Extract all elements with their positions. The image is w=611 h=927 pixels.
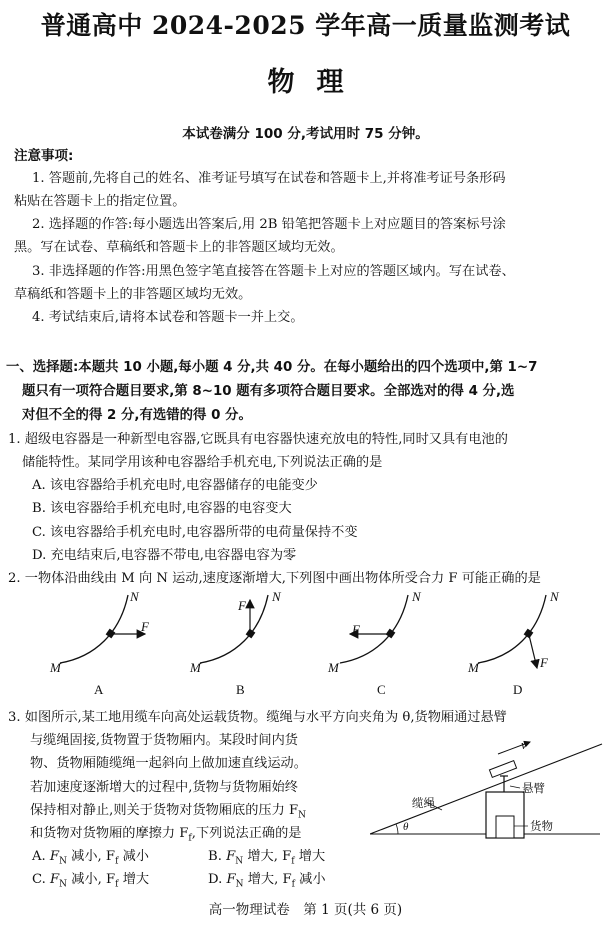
section-line: 对但不全的得 2 分,有选错的得 0 分。 bbox=[22, 408, 252, 423]
note-line: 1. 答题前,先将自己的姓名、准考证号填写在试卷和答题卡上,并将准考证号条形码 bbox=[32, 171, 506, 186]
exam-title: 普通高中 2024-2025 学年高一质量监测考试 bbox=[40, 11, 571, 40]
label-arm: 悬臂 bbox=[522, 781, 545, 795]
label-f-c: F bbox=[352, 622, 360, 637]
label-f-d: F bbox=[540, 655, 548, 670]
figure-c bbox=[340, 595, 408, 663]
q1-option-d: D. 充电结束后,电容器不带电,电容器电容为零 bbox=[32, 548, 297, 563]
q1-option-c: C. 该电容器给手机充电时,电容器所带的电荷量保持不变 bbox=[32, 525, 358, 540]
q3-option-d: D. $F_N$ 增大, $F_f$ 减小 bbox=[208, 872, 326, 890]
page-footer: 高一物理试卷 第 1 页(共 6 页) bbox=[208, 902, 403, 918]
label-n-b: N bbox=[272, 589, 281, 604]
q2-stem: 2. 一物体沿曲线由 M 向 N 运动,速度逐渐增大,下列图中画出物体所受合力 F 可能正确的是 bbox=[8, 571, 541, 586]
q3-option-a: A. $F_N$ 减小, $F_f$ 减小 bbox=[32, 849, 149, 867]
figure-b bbox=[200, 595, 268, 663]
note-line: 黑。写在试卷、草稿纸和答题卡上的非答题区域均无效。 bbox=[14, 240, 344, 255]
q3-stem: 和货物对货物厢的摩擦力 $F_f$,下列说法正确的是 bbox=[30, 826, 302, 844]
label-f-b: F bbox=[238, 598, 246, 613]
q1-stem: 1. 超级电容器是一种新型电容器,它既具有电容器快速充放电的特性,同时又具有电池的 bbox=[8, 432, 508, 447]
q3-option-c: C. $F_N$ 减小, $F_f$ 增大 bbox=[32, 872, 150, 890]
label-m-d: M bbox=[468, 660, 479, 675]
section-line: 题只有一项符合题目要求,第 8~10 题有多项符合题目要求。全部选对的得 4 分,选 bbox=[22, 384, 515, 399]
score-line: 本试卷满分 100 分,考试用时 75 分钟。 bbox=[182, 126, 429, 142]
figure-d bbox=[478, 595, 546, 668]
q3-stem: 3. 如图所示,某工地用缆车向高处运载货物。缆绳与水平方向夹角为 θ,货物厢通过悬臂 bbox=[8, 710, 507, 725]
note-line: 草稿纸和答题卡上的非答题区域均无效。 bbox=[14, 287, 252, 302]
note-line: 粘贴在答题卡上的指定位置。 bbox=[14, 194, 186, 209]
subject-title: 物理 bbox=[267, 67, 366, 98]
q1-stem: 储能特性。某同学用该种电容器给手机充电,下列说法正确的是 bbox=[22, 455, 383, 470]
label-rope: 缆绳 bbox=[412, 796, 435, 810]
label-m-a: M bbox=[50, 660, 61, 675]
section-heading: 一、选择题:本题共 10 小题,每小题 4 分,共 40 分。在每小题给出的四个选项中,第 1~7 bbox=[6, 360, 538, 375]
note-line: 4. 考试结束后,请将本试卷和答题卡一并上交。 bbox=[32, 310, 304, 325]
q3-stem: 保持相对静止,则关于货物对货物厢底的压力 $F_N$ bbox=[30, 803, 306, 821]
notes-heading: 注意事项: bbox=[14, 148, 74, 164]
label-cargo: 货物 bbox=[530, 819, 553, 833]
label-m-b: M bbox=[190, 660, 201, 675]
figure-label-c: C bbox=[377, 682, 386, 697]
figure-label-d: D bbox=[513, 682, 523, 697]
figure-label-a: A bbox=[94, 682, 104, 697]
note-line: 3. 非选择题的作答:用黑色签字笔直接答在答题卡上对应的答题区域内。写在试卷、 bbox=[32, 264, 515, 279]
label-n-c: N bbox=[412, 589, 421, 604]
q3-stem: 物、货物厢随缆绳一起斜向上做加速直线运动。 bbox=[30, 756, 307, 771]
label-m-c: M bbox=[328, 660, 339, 675]
q1-option-a: A. 该电容器给手机充电时,电容器储存的电能变少 bbox=[32, 478, 318, 493]
label-v: v bbox=[521, 737, 527, 752]
figure-a bbox=[60, 595, 145, 663]
label-f-a: F bbox=[141, 619, 149, 634]
q3-stem: 与缆绳固接,货物置于货物厢内。某段时间内货 bbox=[30, 733, 298, 748]
label-n-a: N bbox=[130, 589, 139, 604]
label-theta: θ bbox=[403, 821, 409, 833]
note-line: 2. 选择题的作答:每小题选出答案后,用 2B 铅笔把答题卡上对应题目的答案标号涂 bbox=[32, 217, 506, 232]
q3-stem: 若加速度逐渐增大的过程中,货物与货物厢始终 bbox=[30, 780, 298, 795]
figure-label-b: B bbox=[236, 682, 245, 697]
label-n-d: N bbox=[550, 589, 559, 604]
q1-option-b: B. 该电容器给手机充电时,电容器的电容变大 bbox=[32, 501, 292, 516]
q3-option-b: B. $F_N$ 增大, $F_f$ 增大 bbox=[208, 849, 326, 867]
